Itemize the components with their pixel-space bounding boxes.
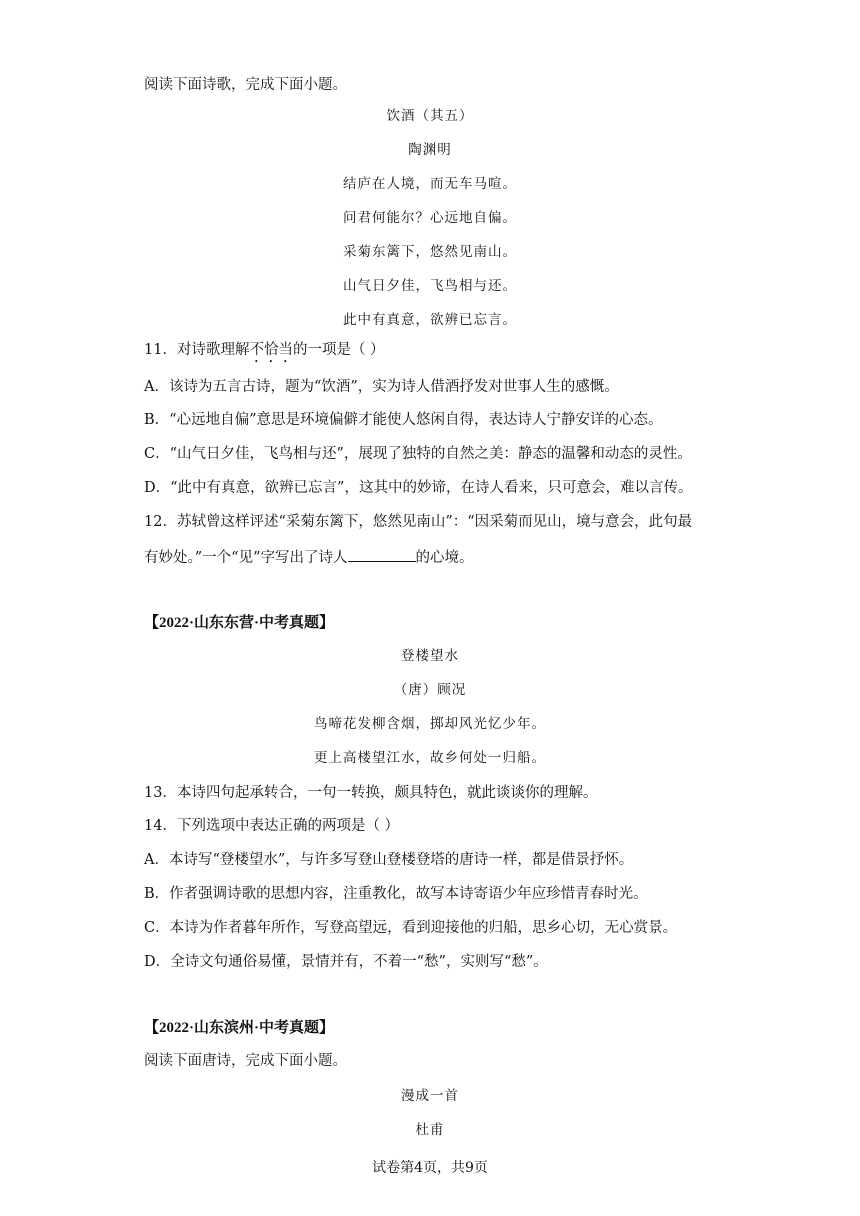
q11-prefix: 11．对诗歌理解 <box>144 342 250 358</box>
answer-blank <box>348 547 416 562</box>
section1-intro: 阅读下面诗歌，完成下面小题。 <box>144 77 347 93</box>
poem2-title: 登楼望水 <box>401 648 459 664</box>
section3-intro: 阅读下面唐诗，完成下面小题。 <box>144 1053 347 1069</box>
poem3-title: 漫成一首 <box>401 1088 459 1104</box>
q14-option-c: C．本诗为作者暮年所作，写登高望远，看到迎接他的归船，思乡心切，无心赏景。 <box>144 920 678 936</box>
q14-option-d: D．全诗文句通俗易懂，景情并有，不着一“愁”，实则写“愁”。 <box>144 954 548 970</box>
question-14: 14．下列选项中表达正确的两项是（ ） <box>144 818 400 834</box>
poem1-line: 此中有真意，欲辨已忘言。 <box>343 312 517 328</box>
poem1-author: 陶渊明 <box>408 142 452 158</box>
poem1-line: 山气日夕佳，飞鸟相与还。 <box>343 278 517 294</box>
q11-option-b: B．“心远地自偏”意思是环境偏僻才能使人悠闲自得，表达诗人宁静安详的心态。 <box>144 412 663 428</box>
poem2-line: 鸟啼花发柳含烟，掷却风光忆少年。 <box>314 716 546 732</box>
poem2-line: 更上高楼望江水，故乡何处一归船。 <box>314 750 546 766</box>
q11-emphasis: 不恰当 <box>249 342 293 358</box>
question-13: 13．本诗四句起承转合，一句一转换，颇具特色，就此谈谈你的理解。 <box>144 785 598 801</box>
q11-option-c: C．“山气日夕佳，飞鸟相与还”，展现了独特的自然之美：静态的温馨和动态的灵性。 <box>144 446 692 462</box>
question-12-line1: 12．苏轼曾这样评述“采菊东篱下，悠然见南山”：“因采菊而见山，境与意会，此句最 <box>144 514 693 530</box>
q14-option-b: B．作者强调诗歌的思想内容，注重教化，故写本诗寄语少年应珍惜青春时光。 <box>144 886 648 902</box>
section3-heading: 【2022·山东滨州·中考真题】 <box>144 1020 335 1036</box>
q11-suffix: 的一项是（ ） <box>292 342 385 358</box>
poem3-author: 杜甫 <box>415 1122 445 1138</box>
poem2-author: （唐）顾况 <box>393 682 467 698</box>
section2-heading: 【2022·山东东营·中考真题】 <box>144 615 335 631</box>
q12-after: 的心境。 <box>415 550 474 566</box>
q12-before: 有妙处。”一个“见”字写出了诗人 <box>144 550 348 566</box>
question-12-line2 <box>144 547 474 568</box>
poem1-line: 问君何能尔？心远地自偏。 <box>343 210 517 226</box>
poem1-line: 结庐在人境，而无车马喧。 <box>343 176 517 192</box>
q11-option-d: D．“此中有真意，欲辨已忘言”，这其中的妙谛，在诗人看来，只可意会，难以言传。 <box>144 480 693 496</box>
poem1-line: 采菊东篱下，悠然见南山。 <box>343 244 517 260</box>
q14-option-a: A．本诗写“登楼望水”，与许多写登山登楼登塔的唐诗一样，都是借景抒怀。 <box>144 852 634 868</box>
poem1-title: 饮酒（其五） <box>386 108 474 124</box>
page-footer: 试卷第4页，共9页 <box>372 1160 488 1176</box>
q11-option-a: A．该诗为五言古诗，题为“饮酒”，实为诗人借酒抒发对世事人生的感慨。 <box>144 379 619 395</box>
question-11 <box>144 340 385 366</box>
